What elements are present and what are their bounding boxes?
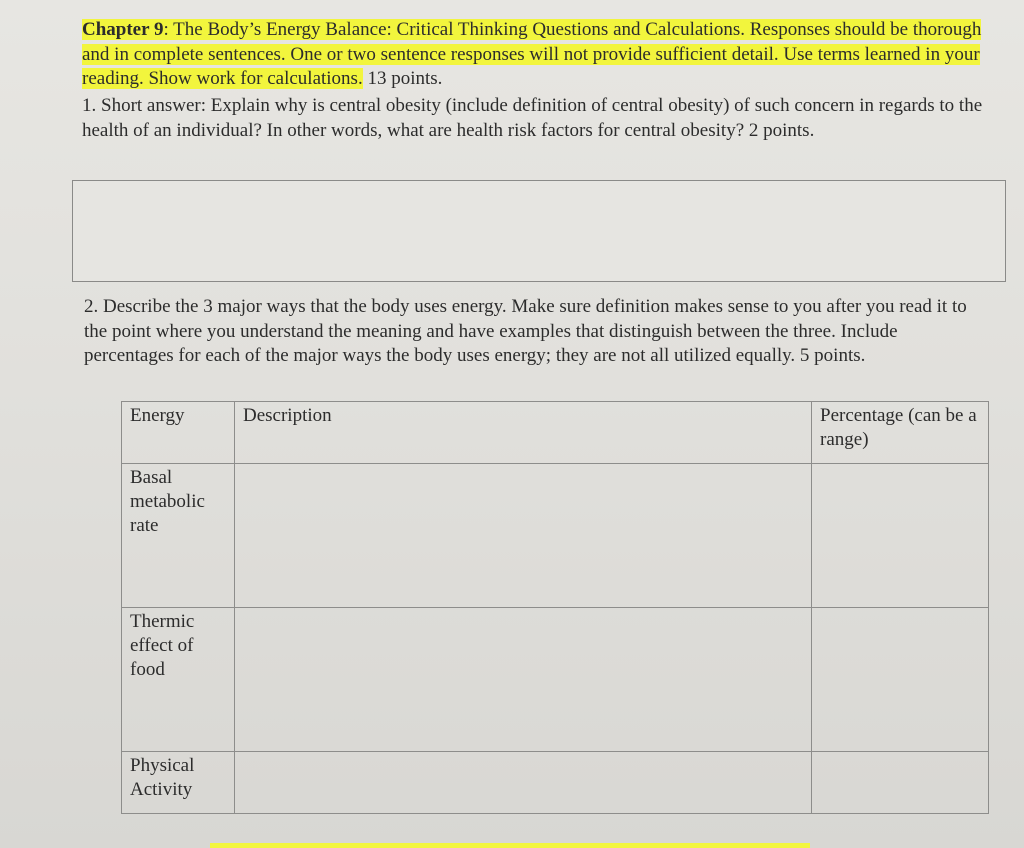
chapter-label: Chapter 9 [82,19,164,40]
row-label-physical-activity: Physical Activity [122,752,235,814]
instructions-text: : The Body’s Energy Balance: Critical Thinking Questions and Calculations. Responses should be thorough and in complete sentences. One or two sentence responses will not provide sufficient detail. Use terms learned in your reading. Show work for calculations. [82,19,982,89]
table-row [122,752,989,814]
cell-description-bmr[interactable] [235,464,812,608]
header-percentage: Percentage (can be a range) [812,402,989,464]
total-points: 13 points. [362,68,443,89]
header-energy: Energy [122,402,235,464]
header-description: Description [235,402,812,464]
question-1: 1. Short answer: Explain why is central obesity (include definition of central obesity) of such concern in regards to the health of an individual? In other words, what are health risk factors for central obesity? 2 points. [82,95,983,141]
cell-percentage-tef[interactable] [812,608,989,752]
table-row [122,464,989,608]
cell-description-tef[interactable] [235,608,812,752]
question-2: 2. Describe the 3 major ways that the body uses energy. Make sure definition makes sense to you after you read it to the point where you understand the meaning and have examples that distinguish between the three. Include percentages for each of the major ways the body uses energy; they are not all utilized equally. 5 points. [84,296,967,366]
chapter-instructions [82,18,997,92]
question-1-answer-box[interactable] [72,180,1006,282]
row-label-basal-metabolic-rate: Basal metabolic rate [122,464,235,608]
row-label-thermic-effect: Thermic effect of food [122,608,235,752]
bottom-highlight-mark [210,843,810,848]
table-header-row [122,402,989,464]
energy-use-table [121,401,989,814]
table-row [122,608,989,752]
cell-percentage-activity[interactable] [812,752,989,814]
cell-percentage-bmr[interactable] [812,464,989,608]
cell-description-activity[interactable] [235,752,812,814]
